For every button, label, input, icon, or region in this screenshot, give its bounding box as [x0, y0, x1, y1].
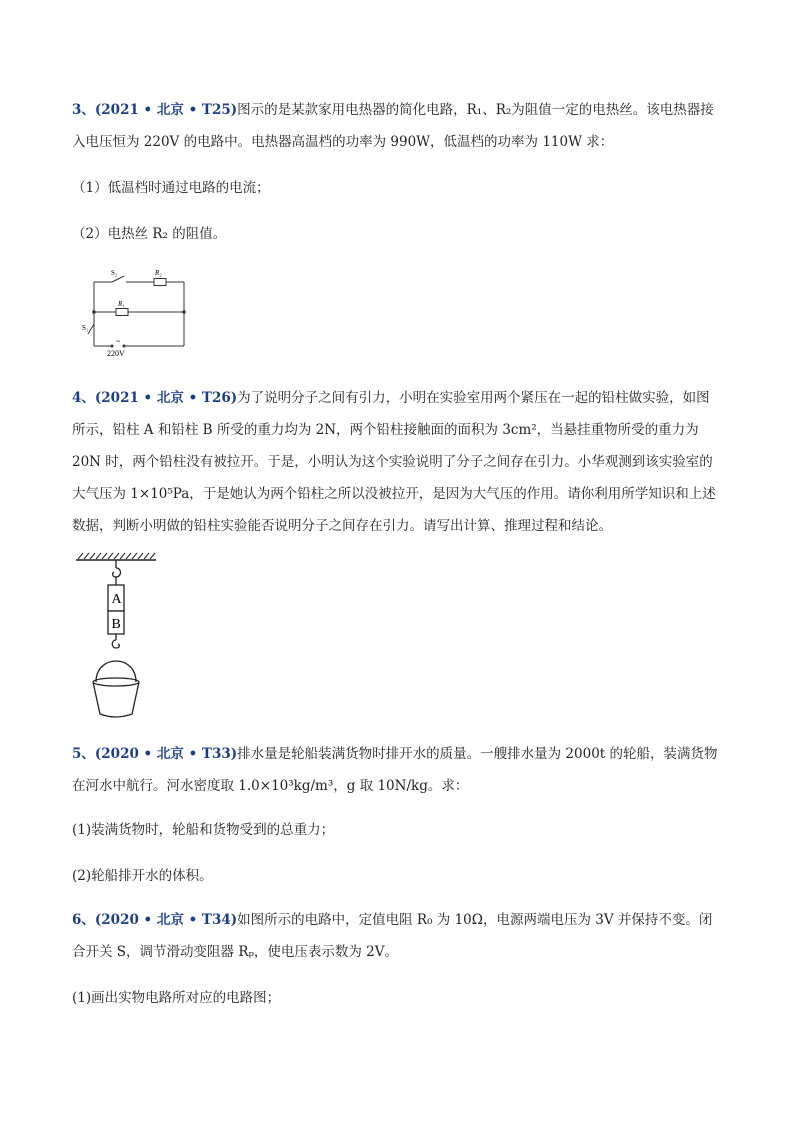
top-hook — [113, 568, 121, 577]
question-6-text: 如图所示的电路中，定值电阻 R₀ 为 10Ω，电源两端电压为 3V 并保持不变。闭合开关 S，调节滑动变阻器 Rₚ，使电压表示数为 2V。 — [72, 912, 713, 960]
question-6 — [72, 904, 722, 968]
question-5-header: 5、(2020 • 北京 • T33) — [72, 746, 238, 762]
bucket-rim — [93, 678, 139, 686]
label-s2: S₂ — [111, 269, 118, 277]
label-r2: R₂ — [155, 269, 162, 277]
label-ac-symbol: ~ — [116, 337, 121, 346]
question-4-header: 4、(2021 • 北京 • T26) — [72, 390, 238, 406]
bucket-body — [93, 682, 139, 717]
question-5-sub2: (2)轮船排开水的体积。 — [72, 868, 213, 884]
question-3 — [72, 94, 722, 158]
question-3-header: 3、(2021 • 北京 • T25) — [72, 102, 238, 118]
label-cylinder-b: B — [111, 617, 121, 632]
question-5-text: 排水量是轮船装满货物时排开水的质量。一艘排水量为 2000t 的轮船，装满货物在河水中航行。河水密度取 1.0×10³kg/m³，g 取 10N/kg。求： — [72, 746, 718, 794]
label-cylinder-a: A — [111, 592, 122, 607]
lead-cylinder-figure — [74, 550, 174, 722]
junction-left — [92, 310, 96, 314]
terminal-left — [111, 345, 114, 348]
label-r1: R₁ — [118, 300, 125, 308]
ceiling-hatching — [78, 553, 155, 559]
question-4 — [72, 382, 722, 542]
circuit-diagram-heater — [80, 264, 200, 360]
label-s1: S₁ — [82, 324, 89, 332]
label-voltage: 220V — [107, 349, 125, 358]
junction-right — [182, 310, 186, 314]
question-6-header: 6、(2020 • 北京 • T34) — [72, 912, 238, 928]
switch-s1-blade — [88, 324, 94, 334]
question-5-sub1: (1)装满货物时，轮船和货物受到的总重力； — [72, 822, 335, 838]
question-3-sub2: （2）电热丝 R₂ 的阻值。 — [72, 226, 227, 242]
question-3-text: 图示的是某款家用电热器的简化电路，R₁、R₂为阻值一定的电热丝。该电热器接入电压恒为 220V 的电路中。电热器高温档的功率为 990W，低温档的功率为 110W 求： — [72, 102, 714, 150]
question-3-sub1: （1）低温档时通过电路的电流； — [72, 180, 270, 196]
resistor-r1 — [116, 309, 128, 316]
question-6-sub1: (1)画出实物电路所对应的电路图； — [72, 990, 281, 1006]
question-5 — [72, 738, 722, 802]
resistor-r2 — [154, 279, 166, 286]
terminal-right — [123, 345, 126, 348]
bottom-hook — [112, 640, 119, 648]
question-4-text: 为了说明分子之间有引力，小明在实验室用两个紧压在一起的铅柱做实验，如图所示，铅柱 A 和铅柱 B 所受的重力均为 2N，两个铅柱接触面的面积为 3cm²，当悬挂重物所受的重力为 20N 时，两个铅柱没有被拉开。于是，小明认为这个实验说明了分子之间存在引力。小华观测到该实验室的大气压为 1×10⁵Pa，于是她认为两个铅柱之所以没被拉开，是因为大气压的作用。请你利用所学知识和上述数据，判断小明做的铅柱实验能否说明分子之间存在引力。请写出计算、推理过程和结论。 — [72, 390, 716, 534]
